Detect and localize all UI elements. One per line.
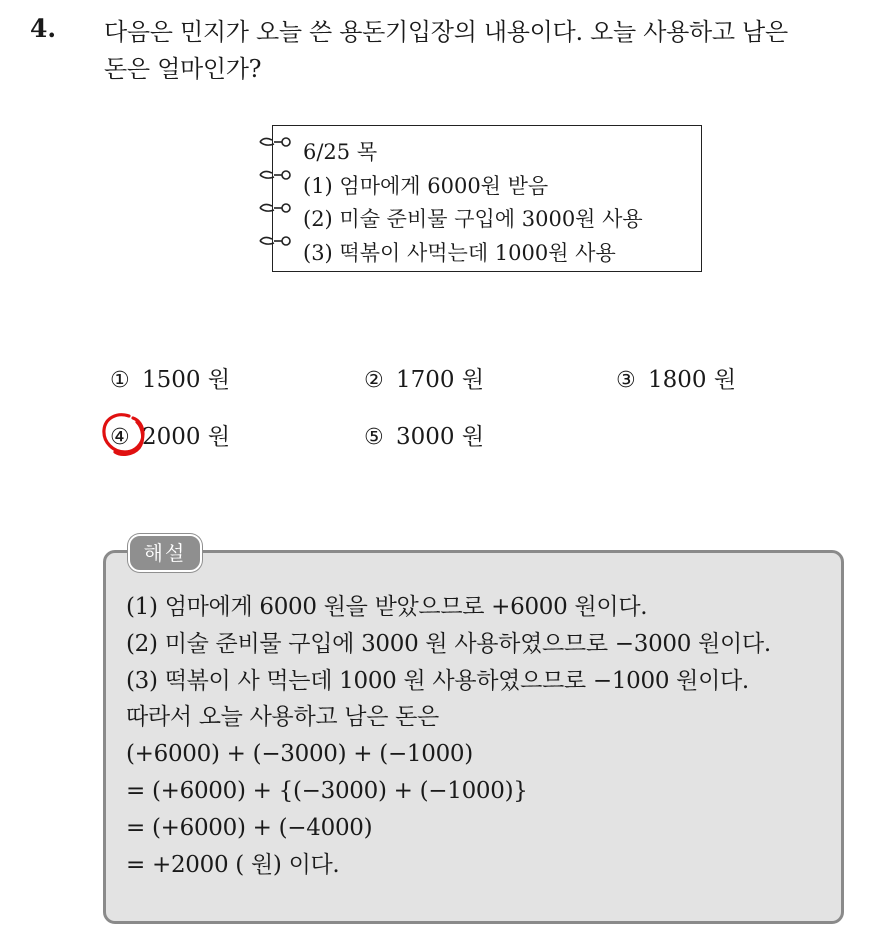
notebook-spiral-rings-icon bbox=[258, 128, 298, 268]
choice-3[interactable] bbox=[616, 361, 736, 394]
choice-2-number: ② bbox=[364, 368, 384, 393]
solution-tab-label: 해설 bbox=[128, 534, 202, 572]
answer-mark-circle-icon bbox=[99, 410, 151, 458]
choice-5-text: 3000 원 bbox=[396, 424, 485, 450]
solution-line-2: (2) 미술 준비물 구입에 3000 원 사용하였으므로 −3000 원이다. bbox=[126, 630, 771, 657]
notebook-line-1: (1) 엄마에게 6000원 받음 bbox=[303, 173, 549, 198]
choice-5-number: ⑤ bbox=[364, 425, 384, 450]
solution-line-7: = (+6000) + (−4000) bbox=[126, 814, 373, 841]
question-text-line-2: 돈은 얼마인가? bbox=[104, 55, 262, 83]
notebook-line-2: (2) 미술 준비물 구입에 3000원 사용 bbox=[303, 207, 643, 231]
solution-line-6: = (+6000) + {(−3000) + (−1000)} bbox=[126, 777, 528, 804]
choice-3-number: ③ bbox=[616, 368, 636, 393]
question-text bbox=[104, 14, 864, 88]
notebook-line-3: (3) 떡볶이 사먹는데 1000원 사용 bbox=[303, 240, 616, 265]
solution-line-1: (1) 엄마에게 6000 원을 받았으므로 +6000 원이다. bbox=[126, 594, 648, 620]
choice-4-text: 2000 원 bbox=[142, 424, 231, 450]
question-text-line-1: 다음은 민지가 오늘 쓴 용돈기입장의 내용이다. 오늘 사용하고 남은 bbox=[104, 18, 788, 46]
solution-line-3: (3) 떡볶이 사 먹는데 1000 원 사용하였으므로 −1000 원이다. bbox=[126, 667, 749, 694]
allowance-notebook bbox=[272, 125, 702, 272]
choice-5[interactable] bbox=[364, 418, 484, 451]
choice-1-number: ① bbox=[110, 368, 130, 393]
question-number: 4. bbox=[30, 14, 57, 43]
solution-line-5: (+6000) + (−3000) + (−1000) bbox=[126, 741, 473, 768]
choice-2-text: 1700 원 bbox=[396, 367, 485, 393]
choice-1-text: 1500 원 bbox=[142, 367, 231, 393]
choice-3-text: 1800 원 bbox=[648, 367, 737, 393]
notebook-line-date: 6/25 목 bbox=[303, 140, 378, 164]
solution-line-4: 따라서 오늘 사용하고 남은 돈은 bbox=[126, 704, 439, 731]
solution-line-8: = +2000 ( 원) 이다. bbox=[126, 851, 340, 878]
choice-1[interactable] bbox=[110, 361, 230, 394]
choice-4-number: ④ bbox=[110, 425, 130, 450]
solution-text bbox=[126, 589, 836, 883]
choice-2[interactable] bbox=[364, 361, 484, 394]
notebook-lines bbox=[303, 136, 643, 270]
